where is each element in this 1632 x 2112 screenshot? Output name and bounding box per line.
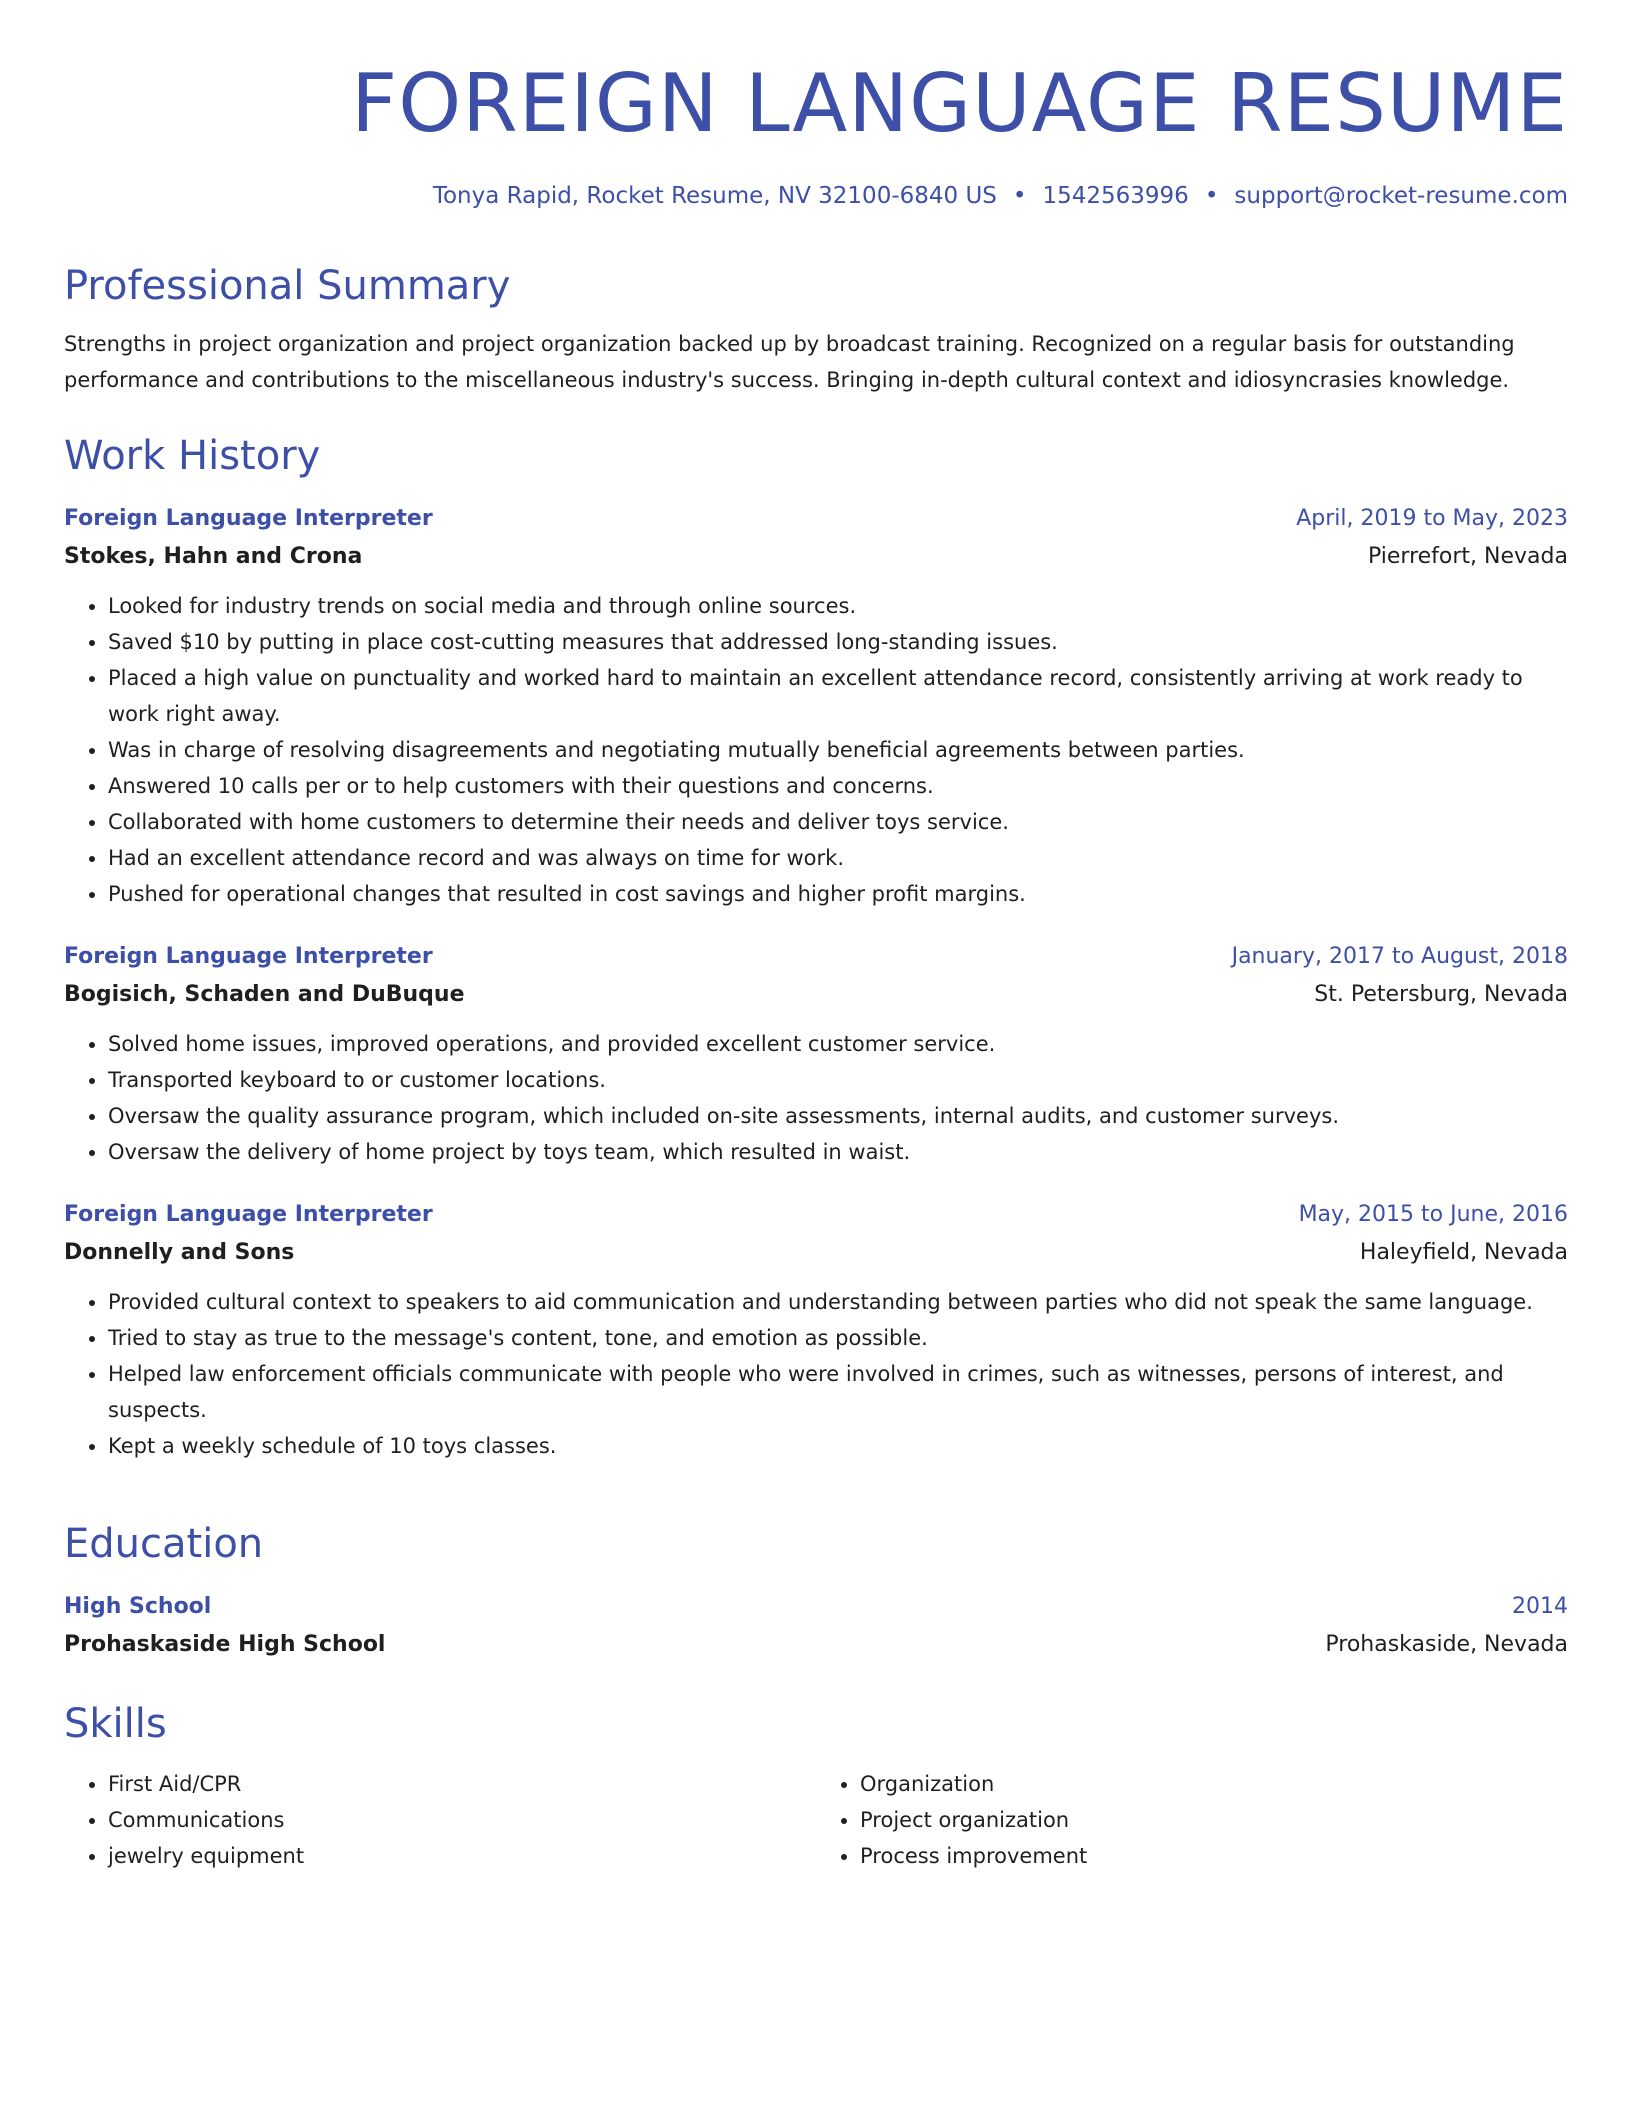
contact-address: Tonya Rapid, Rocket Resume, NV 32100-6840 US <box>432 183 997 209</box>
job-employer: Donnelly and Sons <box>64 1240 295 1265</box>
contact-line <box>433 180 1568 212</box>
skill-item: • Process improvement <box>860 1838 1568 1874</box>
skill-item: • Project organization <box>860 1802 1568 1838</box>
job-bullet: • Solved home issues, improved operations, and provided excellent customer service. <box>108 1026 1568 1062</box>
contact-phone: 1542563996 <box>1042 183 1189 209</box>
job-bullet: • Pushed for operational changes that resulted in cost savings and higher profit margins. <box>108 876 1568 912</box>
resume-title: FOREIGN LANGUAGE RESUME <box>351 57 1568 150</box>
job-employer: Stokes, Hahn and Crona <box>64 544 363 569</box>
section-heading-summary: Professional Summary <box>64 263 511 309</box>
job-bullet: • Collaborated with home customers to determine their needs and deliver toys service. <box>108 804 1568 840</box>
contact-separator: • <box>1012 183 1027 209</box>
job-bullet: • Oversaw the delivery of home project by toys team, which resulted in waist. <box>108 1134 1568 1170</box>
summary-section <box>64 262 1568 398</box>
job-bullet: • Saved $10 by putting in place cost-cutting measures that addressed long-standing issues. <box>108 624 1568 660</box>
job-location: Haleyfield, Nevada <box>1359 1240 1568 1265</box>
education-school: Prohaskaside High School <box>64 1632 386 1657</box>
job-bullet: • Was in charge of resolving disagreements and negotiating mutually beneficial agreements between parties. <box>108 732 1568 768</box>
job-dates: January, 2017 to August, 2018 <box>1231 944 1568 969</box>
job-dates: May, 2015 to June, 2016 <box>1298 1202 1568 1227</box>
skill-item: • First Aid/CPR <box>108 1766 816 1802</box>
job-location: Pierrefort, Nevada <box>1368 544 1568 569</box>
job-bullet: • Answered 10 calls per or to help customers with their questions and concerns. <box>108 768 1568 804</box>
job-bullet: • Placed a high value on punctuality and worked hard to maintain an excellent attendance record, consistently arriving at work ready to work right away. <box>108 660 1568 732</box>
skills-column-left <box>64 1766 816 1874</box>
job-location: St. Petersburg, Nevada <box>1314 982 1568 1007</box>
section-heading-skills: Skills <box>64 1701 167 1747</box>
contact-separator: • <box>1204 183 1219 209</box>
skills-section <box>64 1700 1568 1874</box>
job-dates: April, 2019 to May, 2023 <box>1296 506 1568 531</box>
job-title: Foreign Language Interpreter <box>64 944 433 969</box>
job-bullets <box>64 588 1568 912</box>
skill-item: • Communications <box>108 1802 816 1838</box>
education-degree: High School <box>64 1594 212 1619</box>
job-entry <box>64 1196 1568 1464</box>
education-entry <box>64 1588 1568 1664</box>
skills-grid <box>64 1766 1568 1874</box>
work-history-section <box>64 432 1568 1464</box>
job-title: Foreign Language Interpreter <box>64 1202 433 1227</box>
job-bullet: • Oversaw the quality assurance program, which included on-site assessments, internal audits, and customer surveys. <box>108 1098 1568 1134</box>
skill-item: • Organization <box>860 1766 1568 1802</box>
job-bullet: • Helped law enforcement officials communicate with people who were involved in crimes, such as witnesses, persons of interest, and suspects. <box>108 1356 1568 1428</box>
job-bullets <box>64 1026 1568 1170</box>
skills-column-right <box>816 1766 1568 1874</box>
job-bullet: • Tried to stay as true to the message's content, tone, and emotion as possible. <box>108 1320 1568 1356</box>
section-heading-education: Education <box>64 1521 264 1567</box>
job-bullet: • Had an excellent attendance record and was always on time for work. <box>108 840 1568 876</box>
job-bullet: • Provided cultural context to speakers to aid communication and understanding between parties who did not speak the same language. <box>108 1284 1568 1320</box>
job-bullet: • Looked for industry trends on social media and through online sources. <box>108 588 1568 624</box>
education-year: 2014 <box>1512 1594 1568 1619</box>
skill-item: • jewelry equipment <box>108 1838 816 1874</box>
job-title: Foreign Language Interpreter <box>64 506 433 531</box>
job-bullets <box>64 1284 1568 1464</box>
job-entry <box>64 500 1568 912</box>
contact-email: support@rocket-resume.com <box>1234 183 1568 209</box>
job-entry <box>64 938 1568 1170</box>
job-bullet: • Kept a weekly schedule of 10 toys classes. <box>108 1428 1568 1464</box>
job-bullet: • Transported keyboard to or customer locations. <box>108 1062 1568 1098</box>
summary-text: Strengths in project organization and project organization backed up by broadcast training. Recognized on a regular basis for outstanding performance and contributions to the miscellaneous industry's success. Bringing in-depth cultural context and idiosyncrasies knowledge. <box>64 332 1515 392</box>
education-location: Prohaskaside, Nevada <box>1325 1632 1568 1657</box>
job-employer: Bogisich, Schaden and DuBuque <box>64 982 465 1007</box>
education-section <box>64 1520 1568 1664</box>
section-heading-work-history: Work History <box>64 433 321 479</box>
